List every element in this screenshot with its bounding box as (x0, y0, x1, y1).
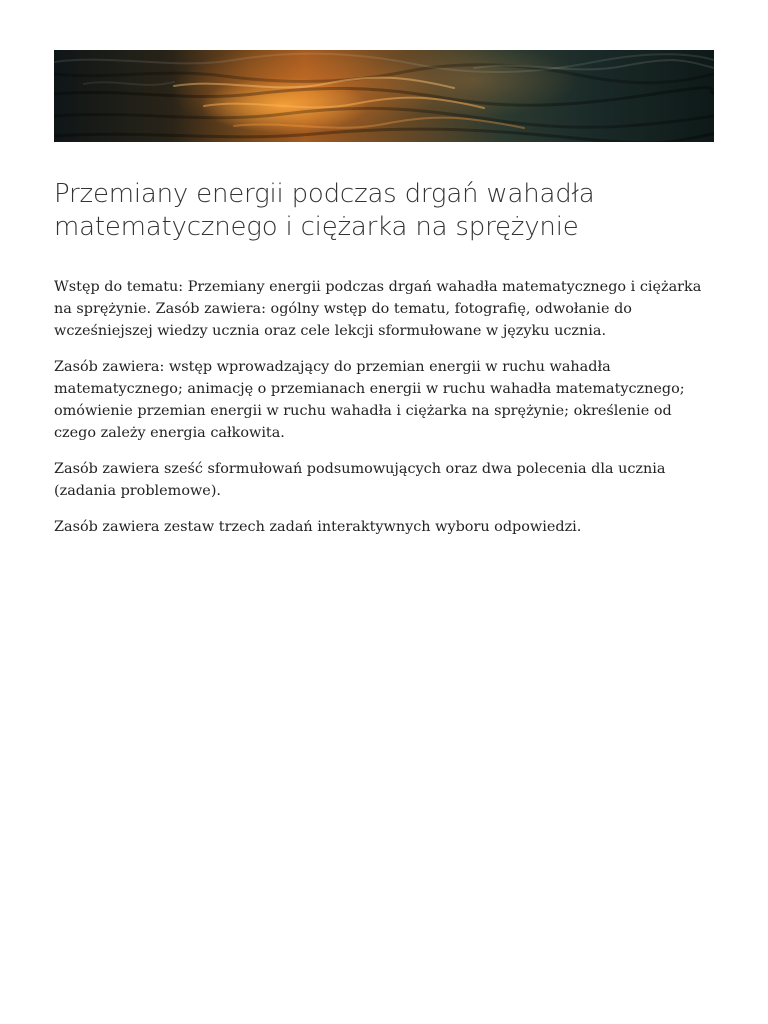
document-page (54, 50, 714, 552)
description (54, 276, 714, 538)
paragraph-summary: Zasób zawiera sześć sformułowań podsumowujących oraz dwa polecenia dla ucznia (zadania problemowe). (54, 461, 666, 499)
page-title: Przemiany energii podczas drgań wahadła matematycznego i ciężarka na sprężynie (54, 179, 595, 242)
banner-image (54, 50, 714, 142)
paragraph-exercises: Zasób zawiera zestaw trzech zadań interaktywnych wyboru odpowiedzi. (54, 519, 582, 535)
water-ripples-image (54, 50, 714, 142)
paragraph-intro: Wstęp do tematu: Przemiany energii podczas drgań wahadła matematycznego i ciężarka na sprężynie. Zasób zawiera: ogólny wstęp do tematu, fotografię, odwołanie do wcześniejszej wiedzy ucznia oraz cele lekcji sformułowane w języku ucznia. (54, 279, 702, 339)
paragraph-content: Zasób zawiera: wstęp wprowadzający do przemian energii w ruchu wahadła matematycznego; animację o przemianach energii w ruchu wahadła matematycznego; omówienie przemian energii w ruchu wahadła i ciężarka na sprężynie; określenie od czego zależy energia całkowita. (54, 359, 685, 441)
